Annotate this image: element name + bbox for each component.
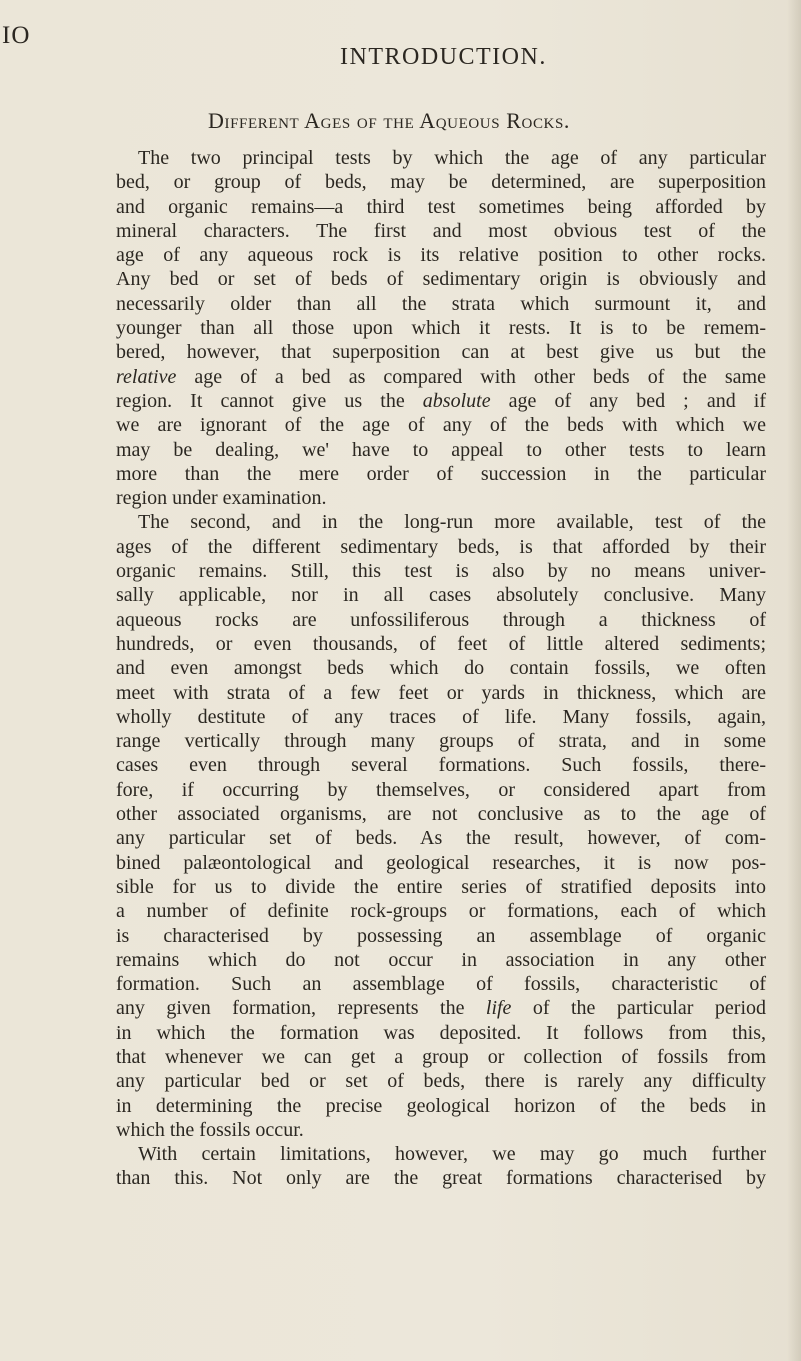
text-line: range vertically through many groups of strata, and in some: [116, 730, 766, 753]
text-line: organic remains. Still, this test is also by no means univer-: [116, 560, 766, 583]
text-line: region under examination.: [116, 487, 327, 510]
text-line: sally applicable, nor in all cases absolutely conclusive. Many: [116, 584, 766, 607]
text-line: The two principal tests by which the age of any particular: [138, 147, 766, 169]
text-line: a number of definite rock-groups or formations, each of which: [116, 900, 766, 923]
text-line: any given formation, represents the life of the particular period: [116, 997, 767, 1020]
text-line: bered, however, that superposition can at best give us but the: [116, 341, 766, 364]
text-line: relative age of a bed as compared with other beds of the same: [116, 365, 766, 388]
text-line: other associated organisms, are not conclusive as to the age of: [116, 803, 766, 826]
text-line: wholly destitute of any traces of life. Many fossils, again,: [116, 705, 766, 728]
running-head: INTRODUCTION.: [340, 44, 547, 70]
text-line: aqueous rocks are unfossiliferous through a thickness of: [116, 608, 766, 631]
text-line: more than the mere order of succession in the particular: [116, 462, 766, 485]
text-line: that whenever we can get a group or collection of fossils from: [116, 1045, 766, 1068]
text-line: Any bed or set of beds of sedimentary origin is obviously and: [116, 268, 766, 291]
text-line: we are ignorant of the age of any of the beds with which we: [116, 414, 766, 437]
text-line: is characterised by possessing an assemblage of organic: [116, 924, 766, 947]
text-line: any particular bed or set of beds, there is rarely any difficulty: [116, 1070, 766, 1093]
text-line: may be dealing, we' have to appeal to other tests to learn: [116, 438, 766, 461]
text-line: The second, and in the long-run more available, test of the: [138, 511, 766, 534]
text-line: age of any aqueous rock is its relative position to other rocks.: [116, 244, 766, 267]
text-line: remains which do not occur in association in any other: [116, 948, 766, 971]
text-line: cases even through several formations. Such fossils, there-: [116, 754, 766, 777]
text-line: which the fossils occur.: [116, 1118, 304, 1141]
text-line: ages of the different sedimentary beds, is that afforded by their: [116, 535, 766, 558]
text-line: meet with strata of a few feet or yards in thickness, which are: [116, 681, 766, 704]
text-line: in which the formation was deposited. It follows from this,: [116, 1021, 766, 1044]
body-text: [116, 146, 766, 1191]
text-line: in determining the precise geological horizon of the beds in: [116, 1094, 766, 1117]
text-line: any particular set of beds. As the result, however, of com-: [116, 827, 766, 850]
text-line: mineral characters. The first and most obvious test of the: [116, 219, 766, 242]
text-line: and even amongst beds which do contain fossils, we often: [116, 657, 766, 680]
text-line: With certain limitations, however, we may go much further: [138, 1143, 766, 1166]
text-line: and organic remains—a third test sometimes being afforded by: [116, 195, 766, 218]
text-line: fore, if occurring by themselves, or considered apart from: [116, 778, 766, 801]
text-line: necessarily older than all the strata which surmount it, and: [116, 292, 766, 315]
text-line: region. It cannot give us the absolute age of any bed ; and if: [116, 389, 766, 412]
text-line: formation. Such an assemblage of fossils, characteristic of: [116, 973, 766, 996]
text-line: sible for us to divide the entire series of stratified deposits into: [116, 875, 766, 898]
page-edge-shadow: [787, 0, 801, 1361]
text-line: younger than all those upon which it rests. It is to be remem-: [116, 317, 766, 340]
text-line: than this. Not only are the great formations characterised by: [116, 1167, 766, 1190]
text-line: bed, or group of beds, may be determined, are superposition: [116, 171, 766, 194]
page-number: IO: [2, 22, 31, 49]
text-line: hundreds, or even thousands, of feet of little altered sediments;: [116, 632, 766, 655]
section-title: Different Ages of the Aqueous Rocks.: [208, 108, 571, 133]
text-line: bined palæontological and geological researches, it is now pos-: [116, 851, 766, 874]
